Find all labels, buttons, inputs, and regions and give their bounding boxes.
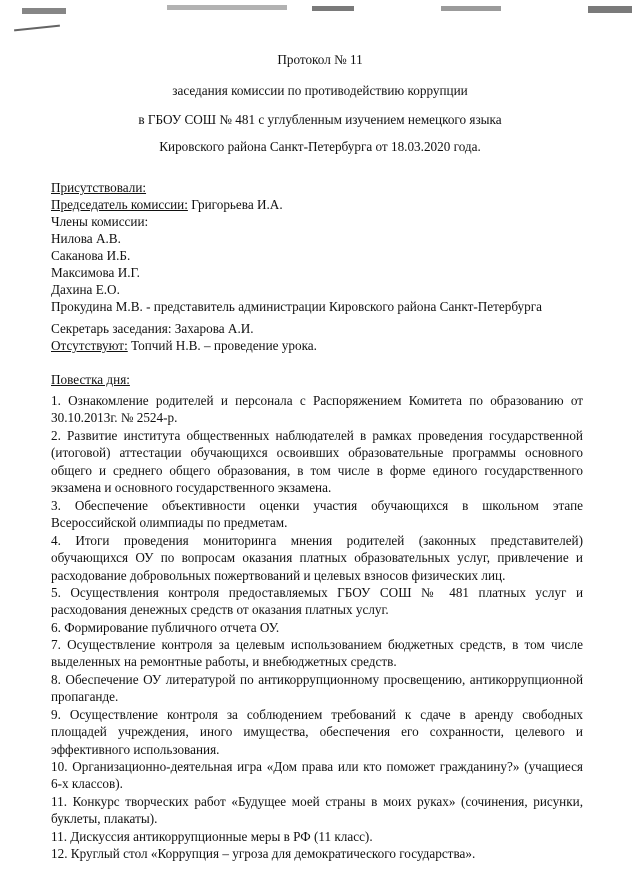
admin-representative: Прокудина М.В. - представитель администрации Кировского района Санкт-Петербурга: [51, 299, 542, 314]
members-label: Члены комиссии:: [51, 214, 149, 229]
agenda-item: 4. Итоги проведения мониторинга мнения родителей (законных представителей) обучающихся ОУ по вопросам оказания платных образовательных услуг, привлечение и расходование добровольных пожертвований и целевых взносов физических лиц.: [51, 533, 583, 583]
agenda-item: 9. Осуществление контроля за соблюдением требований к сдаче в аренду свободных площадей учреждения, иного имущества, обеспечения его сохранности, целевого и эффективного использования.: [51, 707, 583, 757]
agenda-item: 7. Осуществление контроля за целевым использованием бюджетных средств, в том числе выделенных на ремонтные работы, и внебюджетных средств.: [51, 637, 583, 670]
member-item: Дахина Е.О.: [51, 282, 120, 297]
agenda-item: 11. Дискуссия антикоррупционные меры в РФ (11 класс).: [51, 829, 373, 844]
member-item: Максимова И.Г.: [51, 265, 140, 280]
member-item: Нилова А.В.: [51, 231, 121, 246]
agenda-item: 1. Ознакомление родителей и персонала с Распоряжением Комитета по образованию от 30.10.2013г. № 2524-р.: [51, 393, 583, 426]
present-label: Присутствовали:: [51, 180, 147, 195]
agenda-item: 11. Конкурс творческих работ «Будущее моей страны в моих руках» (сочинения, рисунки, буклеты, плакаты).: [51, 794, 583, 827]
doc-subtitle: заседания комиссии по противодействию коррупции: [172, 83, 468, 98]
agenda-item: 3. Обеспечение объективности оценки участия обучающихся в школьном этапе Всероссийской олимпиады по предметам.: [51, 498, 583, 531]
member-item: Саканова И.Б.: [51, 248, 131, 263]
date-line: Кировского района Санкт-Петербурга от 18.03.2020 года.: [159, 139, 481, 154]
secretary-line: Секретарь заседания: Захарова А.И.: [51, 321, 254, 336]
school-line: в ГБОУ СОШ № 481 с углубленным изучением немецкого языка: [138, 112, 502, 127]
chair-name: Григорьева И.А.: [187, 197, 283, 212]
chair-label: Председатель комиссии:: [51, 197, 188, 212]
absent-line: [51, 338, 317, 354]
agenda-item: 8. Обеспечение ОУ литературой по антикоррупционному просвещению, антикоррупционной пропаганде.: [51, 672, 583, 705]
agenda-item: 2. Развитие института общественных наблюдателей в рамках проведения государственной (итоговой) аттестации обучающихся освоивших образовательные программы основного общего и среднего общего образования, в том числе в форме единого государственного экзамена и основного государственного экзамена.: [51, 428, 583, 496]
doc-title: Протокол № 11: [277, 52, 363, 67]
agenda-item: 5. Осуществления контроля предоставляемых ГБОУ СОШ № 481 платных услуг и расходования денежных средств от оказания платных услуг.: [51, 585, 583, 618]
absent-label: Отсутствуют:: [51, 338, 128, 353]
chair-line: [51, 197, 283, 213]
absent-text: Топчий Н.В. – проведение урока.: [127, 338, 317, 353]
agenda-item: 10. Организационно-деятельная игра «Дом права или кто поможет гражданину?» (учащиеся 6-х классов).: [51, 759, 583, 792]
agenda-item: 6. Формирование публичного отчета ОУ.: [51, 620, 280, 635]
agenda-item: 12. Круглый стол «Коррупция – угроза для демократического государства».: [51, 846, 476, 861]
agenda-label: Повестка дня:: [51, 372, 130, 387]
